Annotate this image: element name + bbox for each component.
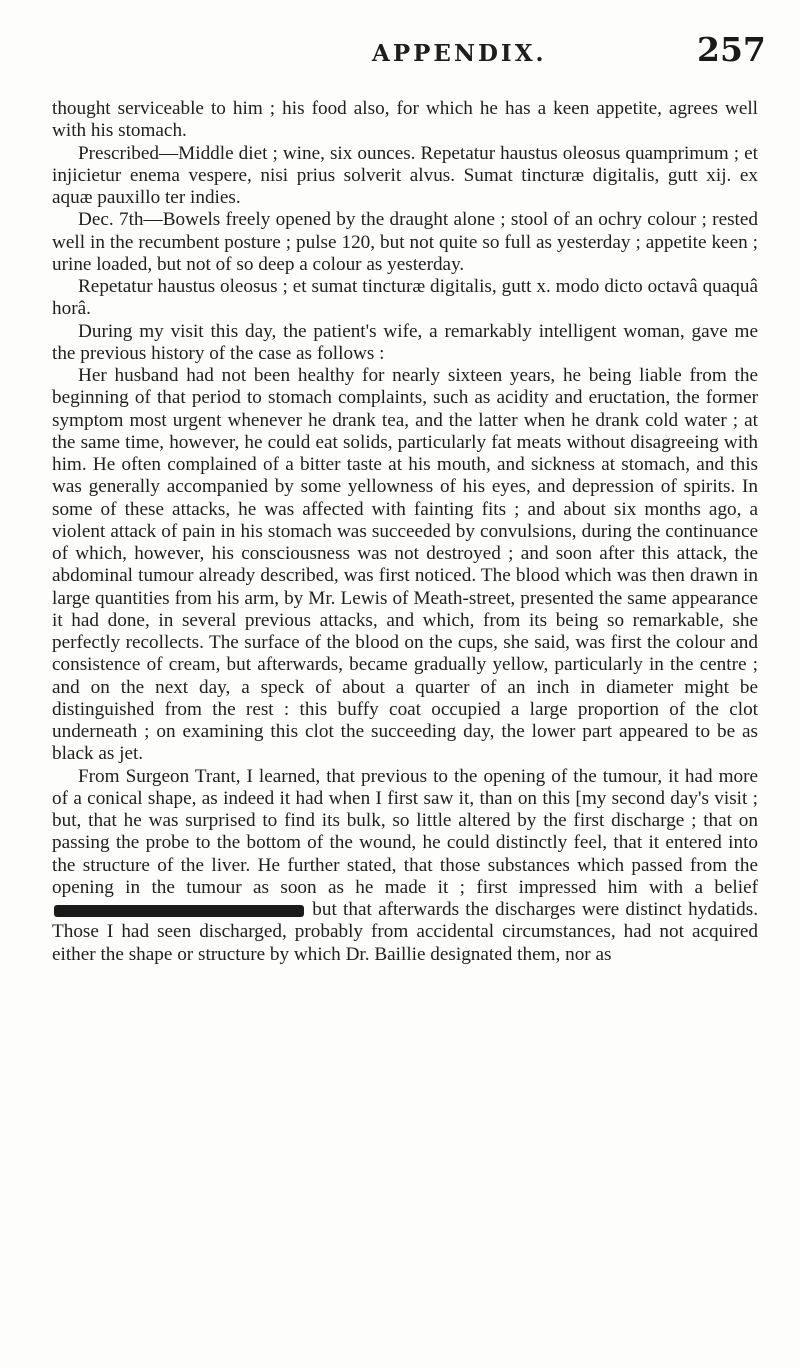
body-text (52, 98, 758, 966)
paragraph-3: Dec. 7th—Bowels freely opened by the draught alone ; stool of an ochry colour ; rested well in the recumbent posture ; pulse 120, but not quite so full as yesterday ; appetite keen ; urine loaded, but not of so deep a colour as yesterday. (52, 209, 758, 275)
running-head-title: APPENDIX. (372, 40, 547, 67)
paragraph-5: During my visit this day, the patient's wife, a remarkably intelligent woman, gave me the previous history of the case as follows : (52, 320, 758, 364)
paragraph-6: Her husband had not been healthy for nearly sixteen years, he being liable from the beginning of that period to stomach complaints, such as acidity and eructation, the former symptom most urgent whenever he drank tea, and the latter when he drank cold water ; at the same time, however, he could eat solids, particularly fat meats without disagreeing with him. He often complained of a bitter taste at his mouth, and sickness at stomach, and this was generally accompanied by some yellowness of his eyes, and depression of spirits. In some of these attacks, he was affected with fainting fits ; and about six months ago, a violent attack of pain in his stomach was succeeded by convulsions, during the continuance of which, however, his consciousness was not destroyed ; and soon after this attack, the abdominal tumour already described, was first noticed. The blood which was then drawn in large quantities from his arm, by Mr. Lewis of Meath-street, presented the same appearance it had done, in several previous attacks, and which, from its being so remarkable, she perfectly recollects. The surface of the blood on the cups, she said, was first the colour and consistence of cream, but afterwards, became gradually yellow, particularly in the centre ; and on the next day, a speck of about a quarter of an inch in diameter might be distinguished from the rest : this buffy coat occupied a large proportion of the clot underneath ; on examining this clot the succeeding day, the lower part appeared to be as black as jet. (52, 365, 758, 765)
running-head (0, 28, 800, 78)
paragraph-4: Repetatur haustus oleosus ; et sumat tincturæ digitalis, gutt x. modo dicto octavâ quaquâ horâ. (52, 276, 758, 320)
paragraph-7-text: From Surgeon Trant, I learned, that previous to the opening of the tumour, it had more of a conical shape, as indeed it had when I first saw it, than on this [my second day's visit ; but, that he was surprised to find its bulk, so little altered by the first discharge ; that on passing the probe to the bottom of the wound, he could distinctly feel, that it entered into the structure of the liver. He further stated, that those substances which passed from the opening in the tumour as soon as he made it ; first impressed him with a belief (52, 765, 758, 898)
paragraph-7-continuation: but that afterwards the discharges were distinct hydatids. Those I had seen discharged, probably from accidental circumstances, had not acquired either the shape or structure by which Dr. Baillie designated them, nor as (52, 899, 758, 965)
paragraph-1: thought serviceable to him ; his food also, for which he has a keen appetite, agrees well with his stomach. (52, 98, 758, 142)
paragraph-7 (52, 766, 758, 966)
struck-out-text (54, 905, 304, 917)
paragraph-2: Prescribed—Middle diet ; wine, six ounces. Repetatur haustus oleosus quamprimum ; et injicietur enema vespere, nisi prius solverit alvus. Sumat tincturæ digitalis, gutt xij. ex aquæ pauxillo ter indies. (52, 142, 758, 208)
page-number: 257 (697, 30, 766, 69)
